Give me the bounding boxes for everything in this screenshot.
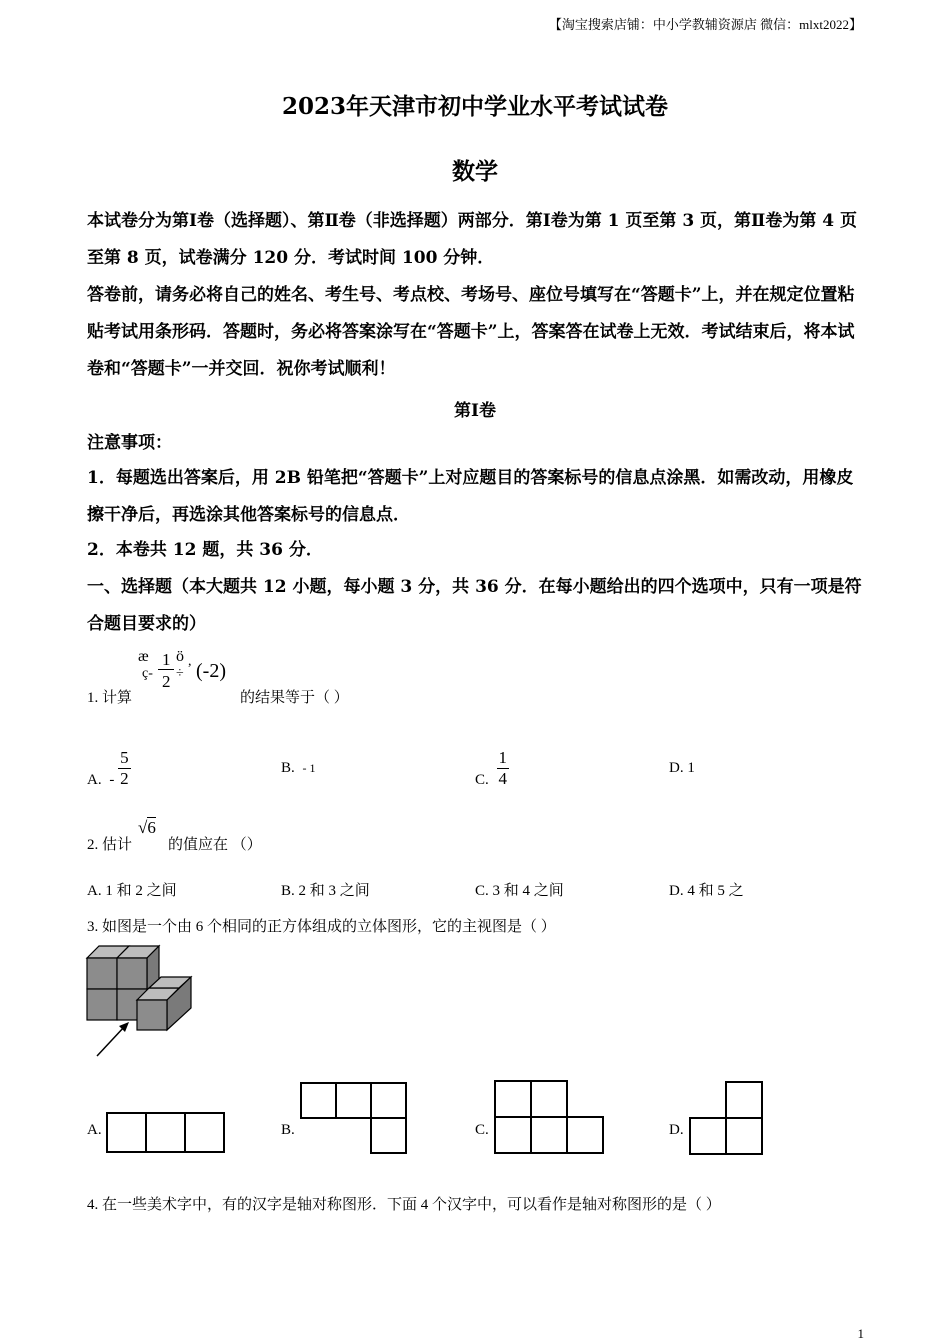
q1-prefix: 1. 计算 xyxy=(87,690,133,706)
q2-prefix: 2. 估计 xyxy=(87,837,133,853)
q2-sqrt: √6 xyxy=(138,818,156,837)
q2-option-b: B. 2 和 3 之间 xyxy=(281,883,370,899)
q3-option-d-view xyxy=(689,1081,763,1155)
q2-option-c: C. 3 和 4 之间 xyxy=(475,883,564,899)
intro-paragraph-2: 答卷前，请务必将自己的姓名、考生号、考点校、考场号、座位号填写在“答题卡”上，并在规定位置粘贴考试用条形码．答题时，务必将答案涂写在“答题卡”上，答案答在试卷上无效．考试结束后，将本试卷和“答题卡”一并交回．祝你考试顺利！ xyxy=(87,285,855,379)
q1-option-b: B. - 1 xyxy=(281,760,316,776)
q3-option-a-view xyxy=(106,1112,226,1154)
section-label: 第Ⅰ卷 xyxy=(454,401,496,421)
q3-option-a-label: A. xyxy=(87,1122,102,1138)
exam-title: 2023年天津市初中学业水平考试试卷 xyxy=(281,93,668,120)
q1-option-d: D. 1 xyxy=(669,760,695,776)
q3-option-d-label: D. xyxy=(669,1122,684,1138)
q1-fraction-denominator: 2 xyxy=(162,672,171,691)
header-note: 【淘宝搜索店铺：中小学教辅资源店 微信：mlxt2022】 xyxy=(548,17,862,32)
q1-bracket-glyph: æ xyxy=(138,648,149,665)
q1-expression: æ ç- 1 2 ö ÷ , (-2) xyxy=(138,648,226,691)
q3-option-b-label: B. xyxy=(281,1122,295,1138)
q2-option-d: D. 4 和 5 之 xyxy=(669,883,744,899)
part-1-heading: 一、选择题（本大题共 12 小题，每小题 3 分，共 36 分．在每小题给出的四个选项中，只有一项是符合题目要求的） xyxy=(87,577,862,634)
q1-option-a: A. - $\frac{5}{2}$ xyxy=(87,748,129,788)
q1-suffix: 的结果等于（ ） xyxy=(240,690,349,706)
q1-option-c: C. $\frac{1}{4}$ xyxy=(475,748,508,788)
q3-option-c-label: C. xyxy=(475,1122,489,1138)
q1-multiplier: (-2) xyxy=(196,660,226,682)
q3-cube-figure xyxy=(85,942,197,1060)
q2-suffix: 的值应在 （） xyxy=(168,837,262,853)
exam-subject: 数学 xyxy=(452,158,498,185)
q3-option-b-view xyxy=(300,1082,408,1154)
q3-option-c-view xyxy=(494,1080,604,1154)
q3-text: 3. 如图是一个由 6 个相同的正方体组成的立体图形，它的主视图是（ ） xyxy=(87,919,556,935)
notice-title: 注意事项： xyxy=(87,433,172,453)
intro-paragraph-1: 本试卷分为第Ⅰ卷（选择题）、第Ⅱ卷（非选择题）两部分．第Ⅰ卷为第 1 页至第 3 页，第Ⅱ卷为第 4 页至第 8 页，试卷满分 120 分．考试时间 100 分钟． xyxy=(87,211,858,268)
notice-item-2: 2．本卷共 12 题，共 36 分． xyxy=(87,540,323,560)
q1-fraction-numerator: 1 xyxy=(162,650,171,669)
page-number: 1 xyxy=(857,1326,864,1341)
q4-text: 4. 在一些美术字中，有的汉字是轴对称图形．下面 4 个汉字中，可以看作是轴对称图形的是（ ） xyxy=(87,1197,721,1213)
q2-option-a: A. 1 和 2 之间 xyxy=(87,883,177,899)
notice-item-1: 1．每题选出答案后，用 2B 铅笔把“答题卡”上对应题目的答案标号的信息点涂黑．如需改动，用橡皮擦干净后，再选涂其他答案标号的信息点． xyxy=(87,468,854,525)
